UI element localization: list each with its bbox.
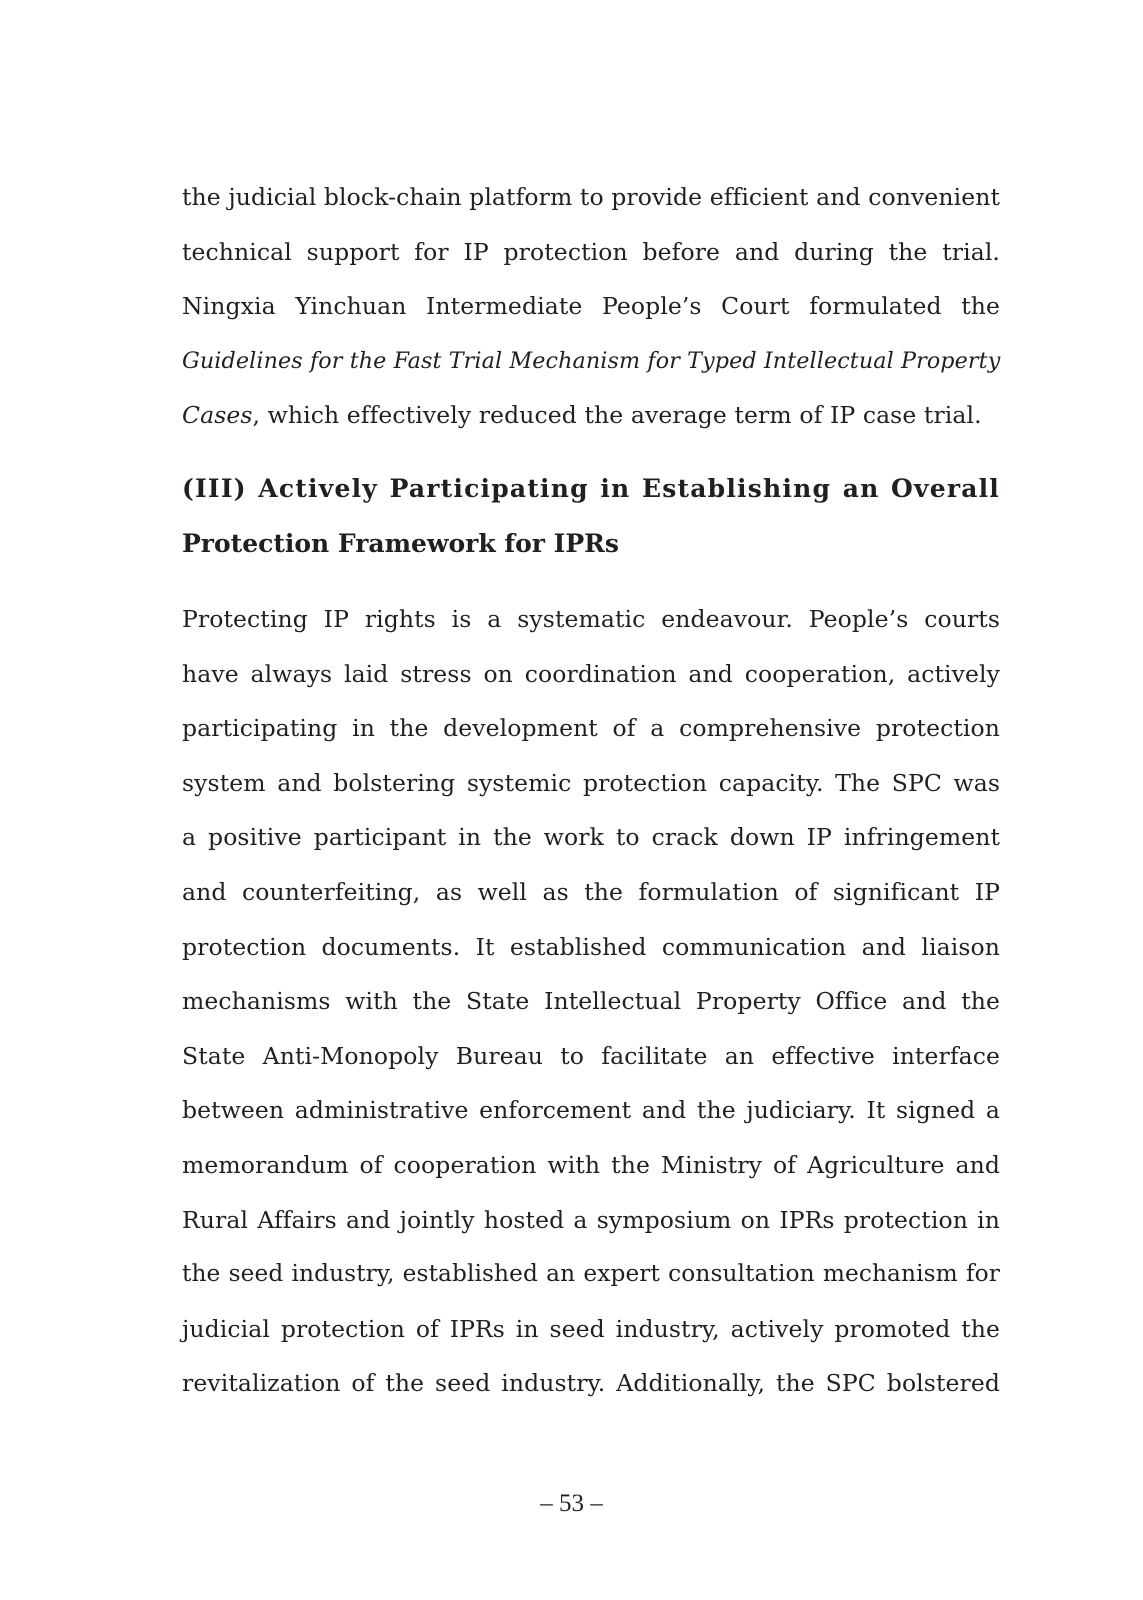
- paragraph-line: a positive participant in the work to crack down IP infringement: [182, 823, 1000, 852]
- paragraph-line: revitalization of the seed industry. Additionally, the SPC bolstered: [182, 1369, 1000, 1398]
- paragraph-line: participating in the development of a comprehensive protection: [182, 714, 1000, 743]
- paragraph-2: [182, 592, 1000, 1411]
- document-title-italic: Guidelines for the Fast Trial Mechanism for Typed Intellectual Property: [182, 347, 1001, 374]
- paragraph-text: , which effectively reduced the average term of IP case trial.: [252, 401, 982, 430]
- paragraph-line: [182, 334, 1000, 389]
- paragraph-line: State Anti-Monopoly Bureau to facilitate an effective interface: [182, 1041, 1000, 1070]
- paragraph-line: [182, 388, 1000, 443]
- paragraph-line: system and bolstering systemic protection capacity. The SPC was: [182, 768, 1000, 797]
- paragraph-line: judicial protection of IPRs in seed industry, actively promoted the: [182, 1314, 1000, 1343]
- paragraph-line: technical support for IP protection before and during the trial.: [182, 237, 1000, 266]
- heading-line: (III) Actively Participating in Establishing an Overall: [182, 474, 1000, 503]
- paragraph-line: have always laid stress on coordination and cooperation, actively: [182, 659, 1000, 688]
- paragraph-line: and counterfeiting, as well as the formulation of significant IP: [182, 877, 1000, 906]
- paragraph-line: between administrative enforcement and the judiciary. It signed a: [182, 1096, 1000, 1125]
- page-number: – 53 –: [540, 1490, 603, 1517]
- paragraph-line: Ningxia Yinchuan Intermediate People’s Court formulated the: [182, 292, 1000, 321]
- section-heading: [182, 462, 1000, 571]
- heading-line: Protection Framework for IPRs: [182, 528, 619, 558]
- document-title-italic: Cases: [182, 401, 253, 430]
- paragraph-line: the judicial block-chain platform to provide efficient and convenient: [182, 183, 1000, 211]
- paragraph-line: protection documents. It established communication and liaison: [182, 932, 1000, 961]
- paragraph-line: the seed industry, established an expert consultation mechanism for: [182, 1260, 1000, 1288]
- paragraph-line: Protecting IP rights is a systematic endeavour. People’s courts: [182, 605, 1000, 633]
- paragraph-line: mechanisms with the State Intellectual Property Office and the: [182, 987, 1000, 1016]
- paragraph-line: memorandum of cooperation with the Ministry of Agriculture and: [182, 1150, 1000, 1179]
- paragraph-line: Rural Affairs and jointly hosted a symposium on IPRs protection in: [182, 1205, 1000, 1234]
- paragraph-1: [182, 170, 1000, 443]
